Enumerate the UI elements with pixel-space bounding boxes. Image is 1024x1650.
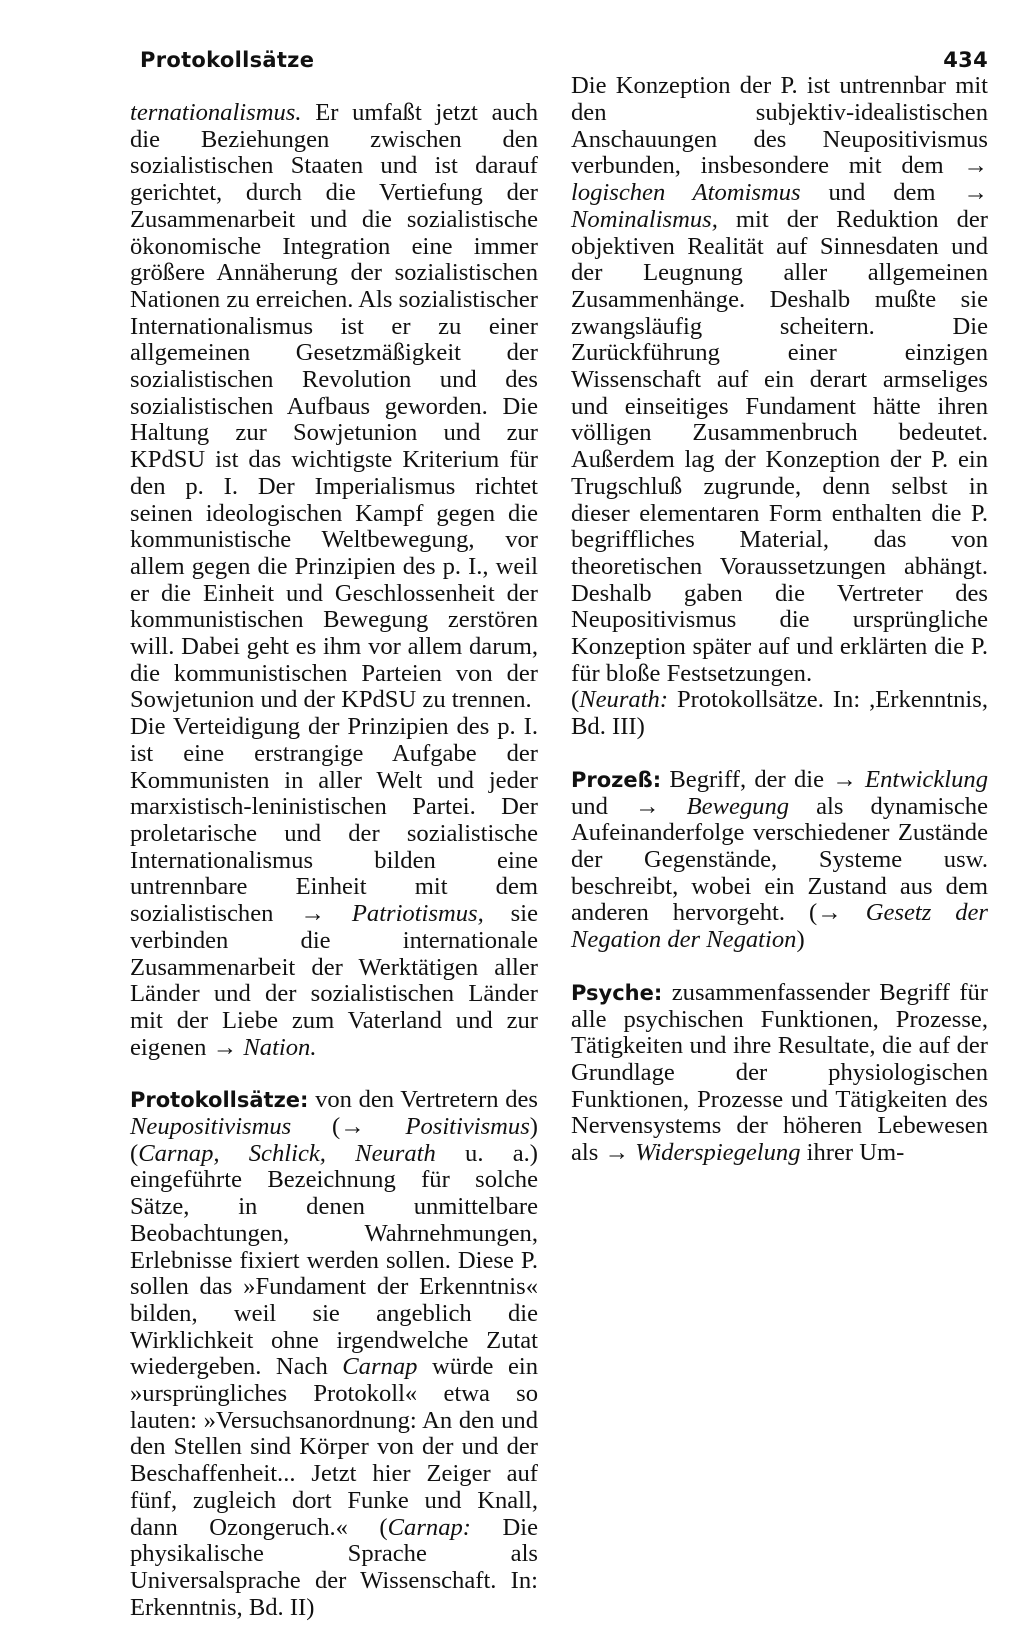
paragraph-defense-of-principles <box>130 714 538 1061</box>
text-column-right <box>571 72 989 1620</box>
entry-headword-protokollsaetze: Protokollsätze: <box>130 1088 309 1113</box>
entry-text: Begriff, der die → <box>661 765 866 793</box>
entry-text: Die Konzeption der P. ist untrennbar mit den subjektiv-idealistischen Anschauungen des Neupositivismus verbunden, insbesondere mit dem → <box>571 72 988 180</box>
entry-psyche <box>571 980 988 1167</box>
cross-reference-logischer-atomismus[interactable]: logischen Atomismus <box>571 179 801 207</box>
entry-text: von den Vertretern des <box>308 1086 538 1114</box>
entry-text: als dynamische Aufeinanderfolge verschiedener Zustände der Gegenstände, Systeme usw. beschreibt, wobei ein Zustand aus dem anderen hervorgeht. (→ <box>571 792 988 927</box>
entry-headword-psyche: Psyche: <box>571 980 663 1005</box>
entry-prozess <box>571 767 988 954</box>
entry-text: Die physikalische Sprache als Universalsprache der Wissenschaft. In: Erkenntnis, Bd. II) <box>130 1513 538 1621</box>
entry-headword-prozess: Prozeß: <box>571 767 662 792</box>
entry-text: ) ( <box>130 1113 538 1167</box>
citation-author: Carnap: <box>387 1513 471 1541</box>
cross-reference-patriotismus[interactable]: Patriotismus, <box>351 900 484 928</box>
entry-text: ( <box>571 686 580 714</box>
entry-text: und dem → <box>800 179 988 207</box>
entry-text: (→ <box>291 1113 406 1141</box>
entry-text: mit der Reduktion der objektiven Realität auf Sinnesdaten und der Leugnung aller allgemeinen Zusammenhänge. Deshalb mußte sie zwangsläufig scheitern. Die Zurückführung einer einzigen Wissenschaft auf ein derart armseliges und einseitiges Fundament hätte ihren völligen Zusammenbruch bedeutet. Außerdem lag der Konzeption der P. ein Trugschluß zugrunde, denn selbst in dieser elementaren Form enthalten die P. begriffliches Material, das von theoretischen Voraussetzungen abhängt. Deshalb gaben die Vertreter des Neupositivismus die ursprüngliche Konzeption später auf und erklärten die P. für bloße Festsetzungen. <box>571 205 988 687</box>
italic-name-carnap: Carnap <box>342 1353 418 1381</box>
paragraph-text: Die Verteidigung der Prinzipien des p. I. ist eine erstrangige Aufgabe der Kommunisten in aller Welt und jeder marxistisch-leninistischen Partei. Der proletarische und der sozialistische Internationalismus bilden eine untrennbare Einheit mit dem sozialistischen → <box>130 713 538 928</box>
entry-text: u. a.) eingeführte Bezeichnung für solche Sätze, in denen unmittelbare Beobachtungen, Wahrnehmungen, Erlebnisse fixiert werden sollen. Diese P. sollen das »Fundament der Erkenntnis« bilden, weil sie angeblich die Wirklichkeit ohne irgendwelche Zutat wiedergeben. Nach <box>130 1139 538 1381</box>
entry-text: ) <box>796 926 805 954</box>
cross-reference-nominalismus[interactable]: Nominalismus, <box>571 205 718 233</box>
cross-reference-negation-der-negation[interactable]: Gesetz der Negation der Negation <box>571 899 989 954</box>
italic-names: Carnap, Schlick, Neurath <box>138 1139 436 1167</box>
entry-text: würde ein »ursprüngliches Protokoll« etwa so lauten: »Versuchsanordnung: An den und den Stellen sind Körper von der und der Beschaffenheit... Jetzt hier Zeiger auf fünf, zugleich dort Funke und Knall, dann Ozongeruch.« ( <box>130 1353 538 1541</box>
cross-reference-positivismus[interactable]: Positivismus <box>405 1113 530 1141</box>
entry-internationalismus-continued <box>130 100 538 714</box>
entry-protokollsaetze <box>130 1087 538 1621</box>
running-title: Protokollsätze <box>140 48 315 72</box>
paragraph-text: sie verbinden die internationale Zusammenarbeit der Werktätigen aller Länder und der sozialistischen Länder mit der Liebe zum Vaterland und zur eigenen → <box>130 900 538 1061</box>
text-column-left <box>130 100 538 1620</box>
italic-term: ternationalismus. <box>130 99 302 126</box>
paragraph-citation-neurath <box>571 687 988 740</box>
cross-reference-entwicklung[interactable]: Entwicklung <box>865 765 988 793</box>
paragraph-text: Er umfaßt jetzt auch die Beziehungen zwischen den sozialistischen Staaten und ist darauf gerichtet, durch die Vertiefung der Zusammenarbeit und die sozialistische ökonomische Integration eine immer größere Annäherung der sozialistischen Nationen zu erreichen. Als sozialistischer Internationalismus ist er zu einer allgemeinen Gesetzmäßigkeit der sozialistischen Revolution und des sozialistischen Aufbaus geworden. Die Haltung zur Sowjetunion und zur KPdSU ist das wichtigste Kriterium für den p. I. Der Imperialismus richtet seinen ideologischen Kampf gegen die kommunistische Weltbewegung, vor allem gegen die Prinzipien des p. I., weil er die Einheit und Geschlossenheit der kommunistischen Bewegung zerstören will. Dabei geht es ihm vor allem darum, die kommunistischen Parteien von der Sowjetunion und der KPdSU zu trennen. <box>130 99 538 714</box>
citation-author: Neurath: <box>579 686 669 714</box>
cross-reference-widerspiegelung[interactable]: Widerspiegelung <box>635 1139 801 1167</box>
cross-reference-nation[interactable]: Nation. <box>243 1033 317 1061</box>
entry-text: und → <box>571 792 687 820</box>
paragraph-konzeption <box>571 73 988 687</box>
page-number: 434 <box>943 48 988 72</box>
cross-reference-bewegung[interactable]: Bewegung <box>686 792 790 820</box>
entry-text: ihrer Um- <box>800 1139 905 1167</box>
entry-text: Protokollsätze. In: ,Erkenntnis, Bd. III) <box>571 686 988 741</box>
entry-text: zusammenfassender Begriff für alle psychischen Funktionen, Prozesse, Tätigkeiten und ihre Resultate, die auf der Grundlage der physiologischen Funktionen, Prozesse und Tätigkeiten des Nervensystems der höheren Lebewesen als → <box>571 978 988 1167</box>
cross-reference-neupositivismus: Neupositivismus <box>130 1113 292 1141</box>
